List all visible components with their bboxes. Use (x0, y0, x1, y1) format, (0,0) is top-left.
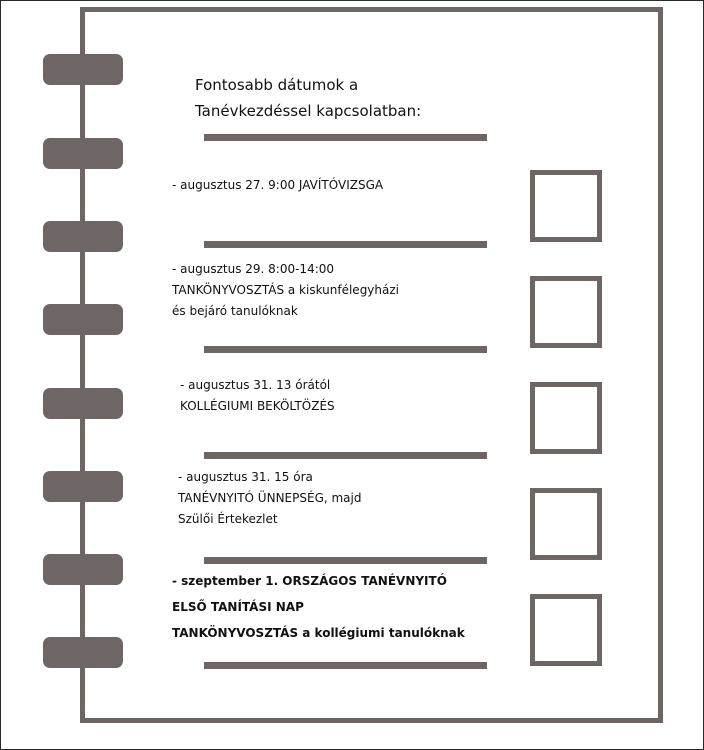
date-entry (178, 467, 362, 530)
date-entry (172, 568, 465, 646)
spiral-ring (43, 304, 123, 335)
ruled-line (204, 241, 487, 248)
date-entry-line: TANKÖNYVOSZTÁS a kiskunfélegyházi (172, 283, 399, 297)
spiral-ring (43, 471, 123, 502)
date-entry-line: - augusztus 31. 13 órától (180, 378, 331, 392)
spiral-ring (43, 637, 123, 668)
spiral-ring (43, 138, 123, 169)
spiral-ring (43, 554, 123, 585)
spiral-ring (43, 221, 123, 252)
page-title-line: Tanévkezdéssel kapcsolatban: (195, 102, 422, 120)
date-entry-line: TANKÖNYVOSZTÁS a kollégiumi tanulóknak (172, 626, 465, 640)
spiral-ring (43, 388, 123, 419)
date-entry-line: - augusztus 29. 8:00-14:00 (172, 262, 335, 276)
date-entry-line: - szeptember 1. ORSZÁGOS TANÉVNYITÓ (172, 574, 447, 588)
checkbox[interactable] (530, 276, 602, 348)
ruled-line (204, 452, 487, 459)
checkbox[interactable] (530, 382, 602, 454)
checkbox[interactable] (530, 594, 602, 666)
ruled-line (204, 557, 487, 564)
date-entry-line: ELSŐ TANÍTÁSI NAP (172, 600, 304, 614)
date-entry-line: Szülői Értekezlet (178, 512, 278, 526)
checkbox[interactable] (530, 488, 602, 560)
date-entry-line: - augusztus 31. 15 óra (178, 470, 313, 484)
date-entry (172, 175, 383, 196)
date-entry-line: - augusztus 27. 9:00 JAVÍTÓVIZSGA (172, 178, 384, 192)
date-entry (180, 375, 335, 417)
date-entry-line: TANÉVNYITÓ ÜNNEPSÉG, majd (178, 491, 362, 505)
date-entry (172, 259, 399, 322)
ruled-line (204, 662, 487, 669)
checkbox[interactable] (530, 170, 602, 242)
date-entry-line: és bejáró tanulóknak (172, 304, 298, 318)
ruled-line (204, 346, 487, 353)
page-title-line: Fontosabb dátumok a (195, 76, 359, 94)
date-entry-line: KOLLÉGIUMI BEKÖLTÖZÉS (180, 399, 335, 413)
spiral-ring (43, 54, 123, 85)
ruled-line (204, 134, 487, 141)
page-title (195, 72, 421, 124)
